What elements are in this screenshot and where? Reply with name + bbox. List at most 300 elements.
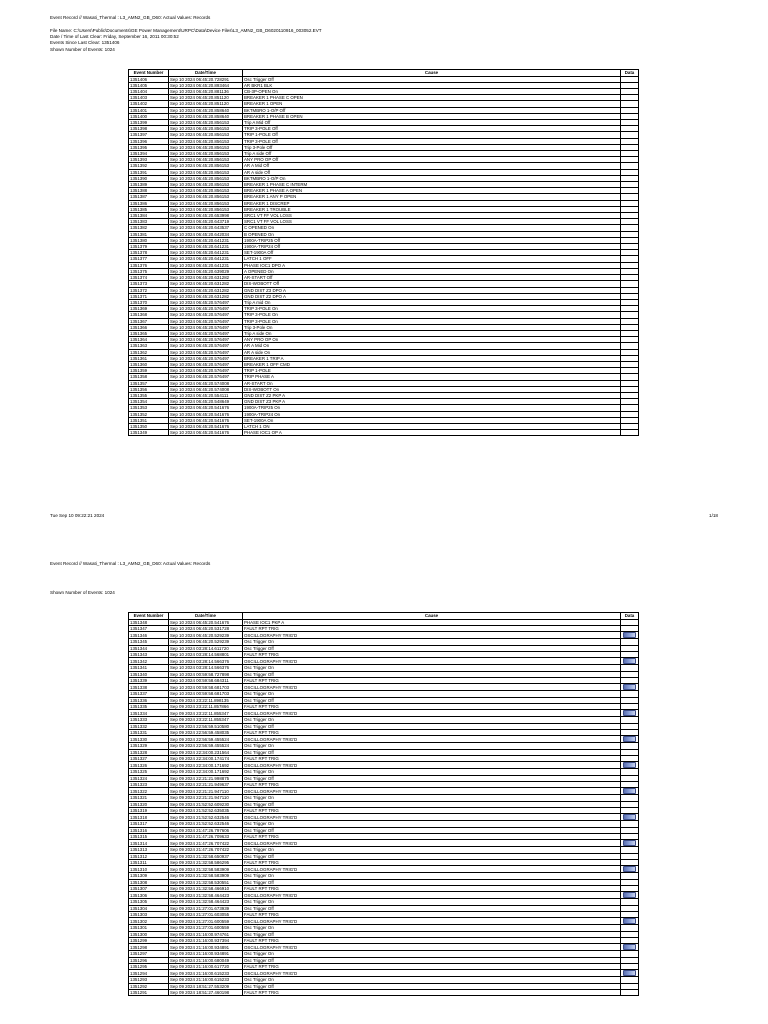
cause-cell: BREAKER 1 TROUBLE [243, 206, 621, 212]
date-time-cell: Sep 10 2024 06:45:20.529239 [169, 632, 243, 639]
cause-cell: Osc Trigger On [243, 925, 621, 931]
event-number-cell: 1351317 [129, 821, 169, 827]
event-number-cell: 1351390 [129, 175, 169, 181]
table-row [129, 684, 639, 691]
event-number-cell: 1351301 [129, 925, 169, 931]
data-cell[interactable] [621, 840, 639, 847]
event-number-cell: 1351391 [129, 169, 169, 175]
event-number-cell: 1351348 [129, 619, 169, 625]
table-row [129, 918, 639, 925]
cause-cell: FAULT RPT TRIG [243, 963, 621, 969]
event-number-cell: 1351343 [129, 651, 169, 657]
event-number-cell: 1351294 [129, 970, 169, 977]
data-cell[interactable] [621, 658, 639, 665]
cause-cell: OSCILLOGRAPHY TRIG'D [243, 632, 621, 639]
cause-cell: OSCILLOGRAPHY TRIG'D [243, 684, 621, 691]
date-time-cell: Sep 09 2024 21:32:58.650937 [169, 853, 243, 859]
oscillography-data-icon[interactable] [623, 814, 636, 820]
date-time-cell: Sep 09 2024 21:52:52.609230 [169, 801, 243, 807]
oscillography-data-icon[interactable] [623, 710, 636, 716]
event-number-cell: 1351309 [129, 873, 169, 879]
cause-cell: 1900A-TRIP25 On [243, 405, 621, 411]
data-cell[interactable] [621, 684, 639, 691]
event-number-cell: 1351366 [129, 324, 169, 330]
cause-cell: 1900A-TRIP25 Off [243, 237, 621, 243]
event-number-cell: 1351364 [129, 337, 169, 343]
oscillography-data-icon[interactable] [623, 788, 636, 794]
footer-timestamp: Tue Sep 10 09:22:21 2024 [50, 513, 105, 518]
cause-cell: Osc Trigger On [243, 873, 621, 879]
cause-cell: FAULT RPT TRIG [243, 703, 621, 709]
cause-cell: FAULT RPT TRIG [243, 911, 621, 917]
cause-cell: FAULT RPT TRIG [243, 781, 621, 787]
event-number-cell: 1351369 [129, 306, 169, 312]
date-time-cell: Sep 09 2024 21:16:00.937394 [169, 937, 243, 943]
event-number-cell: 1351315 [129, 833, 169, 839]
cause-cell: TRIP 3-POLE On [243, 306, 621, 312]
last-clear: Date / Time of Last Clear: Friday, September 16, 2011 00:30:52 [50, 34, 179, 40]
date-time-cell: Sep 10 2024 06:45:20.642034 [169, 231, 243, 237]
date-time-cell: Sep 09 2024 21:27:01.673939 [169, 905, 243, 911]
event-number-cell: 1351310 [129, 866, 169, 873]
date-time-cell: Sep 09 2024 21:32:58.464423 [169, 892, 243, 899]
event-number-cell: 1351392 [129, 163, 169, 169]
cause-cell: BREAKER 1 PHASE A OPEN [243, 188, 621, 194]
cause-cell: BREAKER 1 ANY P OPEN [243, 194, 621, 200]
event-number-cell: 1351330 [129, 736, 169, 743]
report-page-2 [0, 512, 768, 1024]
cause-cell: BREAKER 1 TRIP A [243, 355, 621, 361]
date-time-cell: Sep 10 2024 06:45:20.856153 [169, 182, 243, 188]
cause-cell: BREAKER 1 PHASE B OPEN [243, 113, 621, 119]
footer-page-number: 1/18 [709, 513, 718, 518]
cause-cell: Trip 3-Pole On [243, 324, 621, 330]
event-number-cell: 1351340 [129, 671, 169, 677]
cause-cell: Trip A side On [243, 330, 621, 336]
table-row [129, 658, 639, 665]
event-number-cell: 1351341 [129, 665, 169, 671]
oscillography-data-icon[interactable] [623, 944, 636, 950]
date-time-cell: Sep 10 2024 06:45:20.576497 [169, 324, 243, 330]
data-cell[interactable] [621, 762, 639, 769]
date-time-cell: Sep 09 2024 21:52:52.632546 [169, 814, 243, 821]
table-row [129, 430, 639, 436]
data-cell [621, 430, 639, 436]
date-time-cell: Sep 10 2024 06:45:20.631282 [169, 281, 243, 287]
cause-cell: Trip A side Off [243, 151, 621, 157]
date-time-cell: Sep 09 2024 22:56:59.510580 [169, 723, 243, 729]
date-time-cell: Sep 10 2024 06:45:20.641231 [169, 244, 243, 250]
date-time-cell: Sep 10 2024 03:28:14.566376 [169, 658, 243, 665]
events-since-clear: Events Since Last Clear: 1351406 [50, 40, 120, 46]
event-number-cell: 1351358 [129, 374, 169, 380]
cause-cell: LATCH 1 ON [243, 423, 621, 429]
cause-cell: GND DIST Z2 DPO A [243, 293, 621, 299]
date-time-cell: Sep 09 2024 22:34:00.171692 [169, 769, 243, 775]
date-time-cell: Sep 10 2024 03:28:14.568801 [169, 651, 243, 657]
event-number-cell: 1351393 [129, 157, 169, 163]
data-cell[interactable] [621, 866, 639, 873]
event-number-cell: 1351371 [129, 293, 169, 299]
event-number-cell: 1351299 [129, 937, 169, 943]
event-number-cell: 1351304 [129, 905, 169, 911]
cause-cell: 1900A-TRIP24 Off [243, 244, 621, 250]
date-time-cell: Sep 10 2024 00:59:58.681703 [169, 684, 243, 691]
cause-cell: BREAKER 1 PHASE C INTERM [243, 182, 621, 188]
date-time-cell: Sep 10 2024 06:45:20.531728 [169, 625, 243, 631]
cause-cell: OSCILLOGRAPHY TRIG'D [243, 658, 621, 665]
event-number-cell: 1351333 [129, 717, 169, 723]
cause-cell: BREAKER 1 OFF CMD [243, 361, 621, 367]
event-number-cell: 1351332 [129, 723, 169, 729]
date-time-cell: Sep 09 2024 21:16:00.615233 [169, 977, 243, 983]
date-time-cell: Sep 10 2024 06:45:20.576497 [169, 368, 243, 374]
event-number-cell: 1351342 [129, 658, 169, 665]
event-number-cell: 1351313 [129, 847, 169, 853]
cause-cell: Osc Trigger On [243, 639, 621, 645]
event-number-cell: 1351377 [129, 256, 169, 262]
event-number-cell: 1351356 [129, 386, 169, 392]
event-number-cell: 1351396 [129, 138, 169, 144]
cause-cell: OSCILLOGRAPHY TRIG'D [243, 840, 621, 847]
event-number-cell: 1351346 [129, 632, 169, 639]
col-event-number: Event Number [129, 70, 169, 77]
date-time-cell: Sep 09 2024 21:52:52.632546 [169, 821, 243, 827]
date-time-cell: Sep 10 2024 06:45:20.576497 [169, 330, 243, 336]
date-time-cell: Sep 09 2024 22:56:59.455524 [169, 736, 243, 743]
date-time-cell: Sep 10 2024 06:45:20.529239 [169, 639, 243, 645]
cause-cell: OSCILLOGRAPHY TRIG'D [243, 866, 621, 873]
oscillography-data-icon[interactable] [623, 658, 636, 664]
date-time-cell: Sep 10 2024 06:45:20.576497 [169, 355, 243, 361]
date-time-cell: Sep 10 2024 06:45:20.856153 [169, 163, 243, 169]
cause-cell: Osc Trigger On [243, 691, 621, 697]
event-number-cell: 1351300 [129, 931, 169, 937]
event-number-cell: 1351291 [129, 989, 169, 995]
event-number-cell: 1351361 [129, 355, 169, 361]
cause-cell: TRIP 3-POLE On [243, 318, 621, 324]
cause-cell: Osc Trigger Off [243, 983, 621, 989]
date-time-cell: Sep 10 2024 06:45:20.856153 [169, 132, 243, 138]
date-time-cell: Sep 09 2024 21:16:00.934891 [169, 951, 243, 957]
oscillography-data-icon[interactable] [623, 684, 636, 690]
cause-cell: LATCH 1 OFF [243, 256, 621, 262]
event-number-cell: 1351347 [129, 625, 169, 631]
data-cell[interactable] [621, 892, 639, 899]
table-row [129, 736, 639, 743]
event-number-cell: 1351326 [129, 762, 169, 769]
oscillography-data-icon[interactable] [623, 866, 636, 872]
table-header-row [129, 613, 639, 620]
event-number-cell: 1351404 [129, 89, 169, 95]
cause-cell: BKTMBRO 1-O/P Off [243, 107, 621, 113]
date-time-cell: Sep 09 2024 21:47:26.707422 [169, 840, 243, 847]
date-time-cell: Sep 10 2024 06:45:20.881136 [169, 89, 243, 95]
date-time-cell: Sep 09 2024 22:21:21.947110 [169, 788, 243, 795]
cause-cell: Osc Trigger Off [243, 801, 621, 807]
event-number-cell: 1351355 [129, 392, 169, 398]
oscillography-data-icon[interactable] [623, 892, 636, 898]
event-number-cell: 1351350 [129, 423, 169, 429]
cause-cell: SET-1900A On [243, 417, 621, 423]
date-time-cell: Sep 09 2024 18:51:27.460198 [169, 989, 243, 995]
date-time-cell: Sep 10 2024 06:45:20.641231 [169, 256, 243, 262]
table-row [129, 632, 639, 639]
cause-cell: FAULT RPT TRIG [243, 807, 621, 813]
date-time-cell: Sep 09 2024 21:47:26.797606 [169, 827, 243, 833]
event-number-cell: 1351360 [129, 361, 169, 367]
event-number-cell: 1351295 [129, 963, 169, 969]
event-number-cell: 1351395 [129, 144, 169, 150]
cause-cell: Trip A Mid Off [243, 120, 621, 126]
event-number-cell: 1351394 [129, 151, 169, 157]
event-number-cell: 1351384 [129, 213, 169, 219]
event-number-cell: 1351367 [129, 318, 169, 324]
cause-cell: Osc Trigger On [243, 821, 621, 827]
oscillography-data-icon[interactable] [623, 970, 636, 976]
date-time-cell: Sep 10 2024 06:45:20.856153 [169, 169, 243, 175]
data-cell[interactable] [621, 710, 639, 717]
date-time-cell: Sep 10 2024 06:45:20.576497 [169, 337, 243, 343]
date-time-cell: Sep 10 2024 06:45:20.893464 [169, 82, 243, 88]
cause-cell: SRC1 VT FF VOL LOSS [243, 219, 621, 225]
event-number-cell: 1351359 [129, 368, 169, 374]
oscillography-data-icon[interactable] [623, 736, 636, 742]
cause-cell: OSCILLOGRAPHY TRIG'D [243, 944, 621, 951]
event-number-cell: 1351397 [129, 132, 169, 138]
cause-cell: AR BKR1 BLK [243, 82, 621, 88]
date-time-cell: Sep 09 2024 22:21:21.947110 [169, 795, 243, 801]
cause-cell: Osc Trigger On [243, 847, 621, 853]
date-time-cell: Sep 10 2024 06:45:20.728291 [169, 76, 243, 82]
date-time-cell: Sep 10 2024 06:45:20.541676 [169, 423, 243, 429]
cause-cell: Osc Trigger Off [243, 827, 621, 833]
cause-cell: FAULT RPT TRIG [243, 833, 621, 839]
date-time-cell: Sep 10 2024 00:59:58.684311 [169, 677, 243, 683]
cause-cell: TRIP 3-POLE On [243, 312, 621, 318]
cause-cell: FAULT RPT TRIG [243, 625, 621, 631]
cause-cell: AR A Mid On [243, 343, 621, 349]
table-row [129, 970, 639, 977]
cause-cell: AR A side Off [243, 169, 621, 175]
data-cell[interactable] [621, 970, 639, 977]
oscillography-data-icon[interactable] [623, 762, 636, 768]
cause-cell: AR A side On [243, 349, 621, 355]
cause-cell: TRIP 3-POLE Off [243, 138, 621, 144]
cause-cell: OSCILLOGRAPHY TRIG'D [243, 710, 621, 717]
date-time-cell: Sep 09 2024 21:32:58.464423 [169, 899, 243, 905]
cause-cell: TRIP 1-POLE [243, 368, 621, 374]
date-time-cell: Sep 10 2024 06:45:20.631282 [169, 275, 243, 281]
data-cell[interactable] [621, 918, 639, 925]
event-number-cell: 1351327 [129, 755, 169, 761]
date-time-cell: Sep 10 2024 06:45:20.574008 [169, 380, 243, 386]
date-time-cell: Sep 10 2024 06:45:20.856153 [169, 120, 243, 126]
date-time-cell: Sep 09 2024 21:16:00.680049 [169, 957, 243, 963]
cause-cell: DIS-WOBOTT On [243, 386, 621, 392]
date-time-cell: Sep 09 2024 21:27:01.600559 [169, 925, 243, 931]
event-table-body [129, 619, 639, 995]
event-number-cell: 1351383 [129, 219, 169, 225]
col-event-number: Event Number [129, 613, 169, 620]
event-number-cell: 1351373 [129, 281, 169, 287]
table-row [129, 762, 639, 769]
date-time-cell: Sep 09 2024 21:47:26.707422 [169, 847, 243, 853]
cause-cell: Osc Trigger Off [243, 723, 621, 729]
cause-cell: OSCILLOGRAPHY TRIG'D [243, 814, 621, 821]
date-time-cell: Sep 10 2024 06:45:20.856153 [169, 200, 243, 206]
cause-cell: PHASE IOC1 OP A [243, 430, 621, 436]
cause-cell: FAULT RPT TRIG [243, 859, 621, 865]
cause-cell: DIS-WOBOTT Off [243, 281, 621, 287]
date-time-cell: Sep 10 2024 06:45:20.574008 [169, 386, 243, 392]
event-number-cell: 1351324 [129, 775, 169, 781]
file-name: File Name: C:\Users\Public\Documents\GE Power Management\URPC\Data\Device Files\L3_AMN2_GB_D6020110916_003052.EVT [50, 28, 322, 33]
oscillography-data-icon[interactable] [623, 632, 636, 638]
date-time-cell: Sep 10 2024 06:45:20.631282 [169, 293, 243, 299]
cause-cell: Osc Trigger Off [243, 931, 621, 937]
date-time-cell: Sep 10 2024 06:45:20.576497 [169, 299, 243, 305]
event-number-cell: 1351398 [129, 126, 169, 132]
data-cell[interactable] [621, 944, 639, 951]
cause-cell: CB-3P-OPEN On [243, 89, 621, 95]
date-time-cell: Sep 10 2024 06:45:20.541676 [169, 417, 243, 423]
cause-cell: AR A Mid Off [243, 163, 621, 169]
event-number-cell: 1351352 [129, 411, 169, 417]
cause-cell: FAULT RPT TRIG [243, 937, 621, 943]
date-time-cell: Sep 10 2024 06:45:20.541676 [169, 619, 243, 625]
date-time-cell: Sep 09 2024 21:16:00.615233 [169, 970, 243, 977]
date-time-cell: Sep 10 2024 06:45:20.856153 [169, 138, 243, 144]
cause-cell: FAULT RPT TRIG [243, 651, 621, 657]
event-number-cell: 1351385 [129, 206, 169, 212]
table-row [129, 989, 639, 995]
cause-cell: Osc Trigger On [243, 743, 621, 749]
event-number-cell: 1351319 [129, 807, 169, 813]
data-cell[interactable] [621, 632, 639, 639]
date-time-cell: Sep 10 2024 06:45:20.856153 [169, 188, 243, 194]
event-number-cell: 1351382 [129, 225, 169, 231]
date-time-cell: Sep 10 2024 06:45:20.554111 [169, 392, 243, 398]
date-time-cell: Sep 10 2024 06:45:20.856153 [169, 126, 243, 132]
cause-cell: Osc Trigger Off [243, 905, 621, 911]
cause-cell: OSCILLOGRAPHY TRIG'D [243, 788, 621, 795]
date-time-cell: Sep 09 2024 21:32:58.530551 [169, 879, 243, 885]
date-time-cell: Sep 09 2024 21:32:58.583909 [169, 873, 243, 879]
data-cell [621, 989, 639, 995]
event-number-cell: 1351344 [129, 645, 169, 651]
event-number-cell: 1351311 [129, 859, 169, 865]
oscillography-data-icon[interactable] [623, 840, 636, 846]
date-time-cell: Sep 10 2024 06:45:20.856153 [169, 206, 243, 212]
cause-cell: FAULT RPT TRIG [243, 989, 621, 995]
date-time-cell: Sep 09 2024 21:27:01.600559 [169, 918, 243, 925]
date-time-cell: Sep 10 2024 06:45:20.576497 [169, 318, 243, 324]
date-time-cell: Sep 10 2024 06:45:20.856153 [169, 175, 243, 181]
date-time-cell: Sep 10 2024 06:45:20.576497 [169, 343, 243, 349]
cause-cell: OSCILLOGRAPHY TRIG'D [243, 918, 621, 925]
cause-cell: Osc Trigger Off [243, 671, 621, 677]
data-cell[interactable] [621, 788, 639, 795]
event-number-cell: 1351374 [129, 275, 169, 281]
table-row [129, 814, 639, 821]
date-time-cell: Sep 10 2024 06:45:20.641231 [169, 237, 243, 243]
event-number-cell: 1351386 [129, 200, 169, 206]
event-number-cell: 1351296 [129, 957, 169, 963]
event-number-cell: 1351353 [129, 405, 169, 411]
event-number-cell: 1351403 [129, 95, 169, 101]
event-number-cell: 1351302 [129, 918, 169, 925]
cause-cell: Osc Trigger Off [243, 775, 621, 781]
cause-cell: OSCILLOGRAPHY TRIG'D [243, 892, 621, 899]
date-time-cell: Sep 09 2024 22:56:59.455524 [169, 743, 243, 749]
date-time-cell: Sep 09 2024 22:34:00.231564 [169, 749, 243, 755]
date-time-cell: Sep 09 2024 21:32:58.586295 [169, 859, 243, 865]
date-time-cell: Sep 10 2024 06:45:20.576497 [169, 361, 243, 367]
date-time-cell: Sep 10 2024 00:59:58.681703 [169, 691, 243, 697]
data-cell[interactable] [621, 736, 639, 743]
cause-cell: Osc Trigger On [243, 899, 621, 905]
date-time-cell: Sep 09 2024 21:16:00.974761 [169, 931, 243, 937]
event-number-cell: 1351405 [129, 82, 169, 88]
event-number-cell: 1351368 [129, 312, 169, 318]
table-row [129, 944, 639, 951]
report-title: Event Record // Wasati_Thermal : L3_AMN2_GB_D60: Actual Values: Records [50, 15, 211, 20]
cause-cell: OSCILLOGRAPHY TRIG'D [243, 970, 621, 977]
cause-cell: PHASE IOC1 PKP A [243, 619, 621, 625]
date-time-cell: Sep 10 2024 06:45:20.643537 [169, 225, 243, 231]
cause-cell: AR-START Off [243, 275, 621, 281]
cause-cell: FAULT RPT TRIG [243, 755, 621, 761]
table-row [129, 840, 639, 847]
event-number-cell: 1351379 [129, 244, 169, 250]
date-time-cell: Sep 09 2024 21:27:01.603055 [169, 911, 243, 917]
cause-cell: Osc Trigger Off [243, 957, 621, 963]
date-time-cell: Sep 09 2024 22:21:21.949637 [169, 781, 243, 787]
event-number-cell: 1351400 [129, 113, 169, 119]
event-number-cell: 1351380 [129, 237, 169, 243]
cause-cell: Osc Trigger On [243, 717, 621, 723]
cause-cell: BKTMBRO 1-O/P On [243, 175, 621, 181]
event-number-cell: 1351308 [129, 879, 169, 885]
cause-cell: TRIP PHASE A [243, 374, 621, 380]
event-number-cell: 1351328 [129, 749, 169, 755]
date-time-cell: Sep 10 2024 06:45:20.856153 [169, 194, 243, 200]
date-time-cell: Sep 09 2024 22:21:21.998875 [169, 775, 243, 781]
oscillography-data-icon[interactable] [623, 918, 636, 924]
date-time-cell: Sep 10 2024 06:45:20.856153 [169, 144, 243, 150]
event-number-cell: 1351378 [129, 250, 169, 256]
cause-cell: FAULT RPT TRIG [243, 729, 621, 735]
data-cell[interactable] [621, 814, 639, 821]
event-number-cell: 1351375 [129, 268, 169, 274]
cause-cell: GND DIST Z3 PKP A [243, 399, 621, 405]
date-time-cell: Sep 10 2024 06:45:20.576497 [169, 312, 243, 318]
cause-cell: Osc Trigger On [243, 665, 621, 671]
event-number-cell: 1351306 [129, 892, 169, 899]
event-number-cell: 1351345 [129, 639, 169, 645]
date-time-cell: Sep 10 2024 06:45:20.576497 [169, 306, 243, 312]
date-time-cell: Sep 09 2024 21:16:00.617720 [169, 963, 243, 969]
event-number-cell: 1351329 [129, 743, 169, 749]
date-time-cell: Sep 09 2024 22:34:00.174174 [169, 755, 243, 761]
event-number-cell: 1351293 [129, 977, 169, 983]
event-number-cell: 1351316 [129, 827, 169, 833]
date-time-cell: Sep 10 2024 06:45:20.631282 [169, 287, 243, 293]
date-time-cell: Sep 10 2024 06:45:20.858640 [169, 113, 243, 119]
event-number-cell: 1351351 [129, 417, 169, 423]
cause-cell: Osc Trigger On [243, 769, 621, 775]
